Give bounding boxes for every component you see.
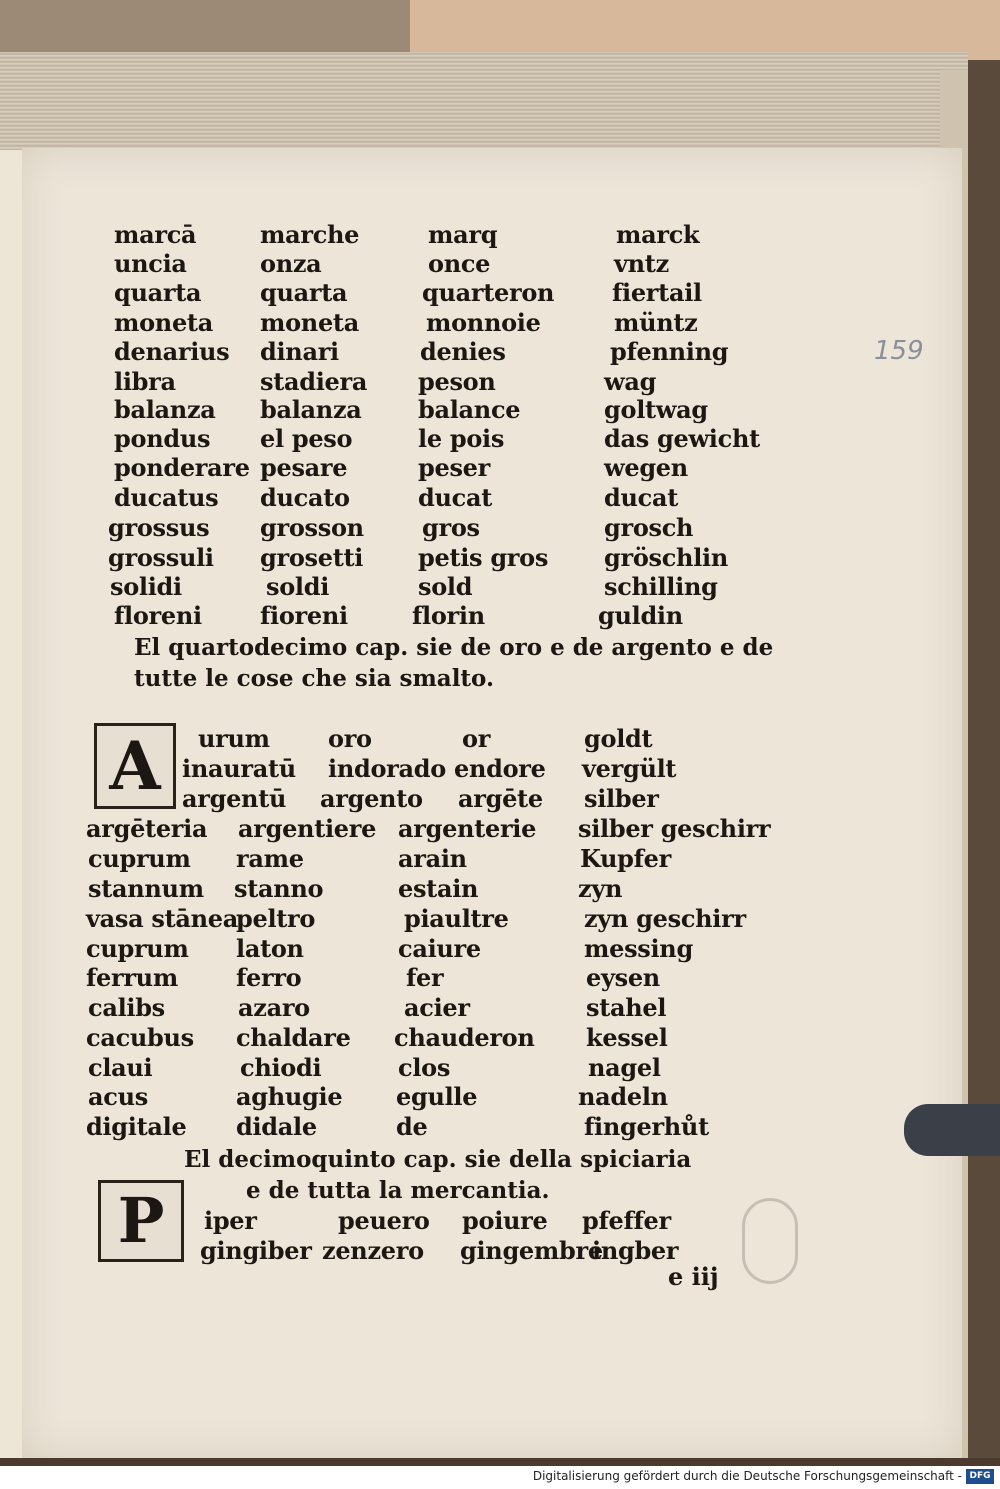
latin-term: digitale (86, 1112, 187, 1141)
table-row (22, 754, 962, 784)
french-term: caiure (398, 934, 481, 963)
table-row (22, 395, 962, 425)
french-term: peson (418, 367, 496, 396)
german-term: stahel (586, 993, 667, 1022)
french-term: balance (418, 395, 521, 424)
italian-term: argento (320, 784, 423, 813)
french-term: poiure (462, 1206, 548, 1235)
table-row (22, 1236, 962, 1266)
german-term: das gewicht (604, 424, 760, 453)
latin-term: denarius (114, 337, 230, 366)
french-term: denies (420, 337, 506, 366)
table-row (22, 874, 962, 904)
latin-term: argēteria (86, 814, 208, 843)
latin-term: ferrum (86, 963, 178, 992)
german-term: wag (604, 367, 657, 396)
table-row (22, 513, 962, 543)
latin-term: claui (88, 1053, 153, 1082)
french-term: gingembre (460, 1236, 603, 1265)
table-row (22, 278, 962, 308)
german-term: wegen (604, 453, 688, 482)
latin-term: gingiber (200, 1236, 312, 1265)
german-term: müntz (614, 308, 698, 337)
latin-term: acus (88, 1082, 148, 1111)
dfg-logo: DFG (966, 1469, 994, 1484)
table-row (22, 904, 962, 934)
footer-bar (0, 1466, 1000, 1489)
french-term: once (428, 249, 491, 278)
table-row (22, 814, 962, 844)
funding-credit: Digitalisierung gefördert durch die Deutsche Forschungsgemeinschaft - (532, 1469, 962, 1483)
german-term: messing (584, 934, 693, 963)
german-term: pfeffer (582, 1206, 671, 1235)
italian-term: indorado (328, 754, 446, 783)
german-term: goldt (584, 724, 653, 753)
book-page (22, 148, 962, 1458)
gutter (0, 150, 22, 1466)
french-term: egulle (396, 1082, 478, 1111)
german-term: fingerhůt (584, 1112, 709, 1141)
latin-term: uncia (114, 249, 187, 278)
decorated-initial: A (94, 723, 176, 809)
table-row (22, 993, 962, 1023)
german-term: grosch (604, 513, 694, 542)
table-row (22, 844, 962, 874)
latin-term: solidi (110, 572, 182, 601)
italian-term: zenzero (322, 1236, 424, 1265)
italian-term: quarta (260, 278, 348, 307)
latin-term: pondus (114, 424, 211, 453)
pastedown-paper (410, 0, 1000, 60)
table-row (22, 1023, 962, 1053)
latin-term: ducatus (114, 483, 219, 512)
italian-term: peltro (236, 904, 316, 933)
german-term: vergült (582, 754, 677, 783)
german-term: goltwag (604, 395, 708, 424)
table-row (22, 543, 962, 573)
latin-term: cuprum (86, 934, 189, 963)
latin-term: quarta (114, 278, 202, 307)
italian-term: rame (236, 844, 304, 873)
german-term: vntz (614, 249, 669, 278)
italian-term: stanno (234, 874, 324, 903)
latin-term: cacubus (86, 1023, 194, 1052)
french-term: gros (422, 513, 480, 542)
chapter-heading-line: tutte le cose che sia smalto. (134, 665, 495, 692)
latin-term: ponderare (114, 453, 250, 482)
table-row (22, 1112, 962, 1142)
german-term: ingber (592, 1236, 679, 1265)
latin-term: stannum (88, 874, 204, 903)
latin-term: iper (204, 1206, 257, 1235)
latin-term: cuprum (88, 844, 191, 873)
italian-term: argentiere (238, 814, 377, 843)
german-term: silber geschirr (578, 814, 771, 843)
chapter-heading-line: El decimoquinto cap. sie della spiciaria (184, 1146, 692, 1173)
chapter-heading-line: e de tutta la mercantia. (246, 1177, 550, 1204)
german-term: nagel (588, 1053, 661, 1082)
french-term: le pois (418, 424, 505, 453)
table-row (22, 934, 962, 964)
latin-term: floreni (114, 601, 202, 630)
french-term: petis gros (418, 543, 549, 572)
cover-board (0, 0, 410, 52)
decorated-initial: P (98, 1180, 184, 1262)
italian-term: laton (236, 934, 304, 963)
table-row (22, 784, 962, 814)
italian-term: marche (260, 220, 360, 249)
french-term: clos (398, 1053, 451, 1082)
italian-term: balanza (260, 395, 362, 424)
latin-term: grossuli (108, 543, 214, 572)
scan-bottom-edge (0, 1458, 1000, 1466)
german-term: fiertail (612, 278, 702, 307)
italian-term: onza (260, 249, 322, 278)
german-term: gröschlin (604, 543, 728, 572)
table-row (22, 483, 962, 513)
german-term: marck (616, 220, 700, 249)
german-term: ducat (604, 483, 678, 512)
german-term: nadeln (578, 1082, 668, 1111)
french-term: fer (406, 963, 444, 992)
table-row (22, 453, 962, 483)
italian-term: didale (236, 1112, 317, 1141)
italian-term: stadiera (260, 367, 368, 396)
italian-term: grosetti (260, 543, 364, 572)
page-edges (0, 52, 968, 152)
german-term: zyn (578, 874, 623, 903)
german-term: eysen (586, 963, 660, 992)
latin-term: argentū (182, 784, 287, 813)
italian-term: ducato (260, 483, 350, 512)
italian-term: fioreni (260, 601, 348, 630)
table-row (22, 337, 962, 367)
german-term: Kupfer (580, 844, 672, 873)
french-term: acier (404, 993, 470, 1022)
latin-term: marcā (114, 220, 197, 249)
latin-term: grossus (108, 513, 210, 542)
table-row (22, 424, 962, 454)
latin-term: calibs (88, 993, 165, 1022)
table-row (22, 1053, 962, 1083)
french-term: argenterie (398, 814, 537, 843)
table-row (22, 601, 962, 631)
table-row (22, 572, 962, 602)
french-term: or (462, 724, 491, 753)
table-row (22, 367, 962, 397)
italian-term: chiodi (240, 1053, 322, 1082)
french-term: florin (412, 601, 485, 630)
french-term: ducat (418, 483, 492, 512)
italian-term: grosson (260, 513, 364, 542)
german-term: guldin (598, 601, 683, 630)
table-row (22, 1082, 962, 1112)
table-row (22, 724, 962, 754)
italian-term: soldi (266, 572, 330, 601)
german-term: schilling (604, 572, 718, 601)
italian-term: dinari (260, 337, 339, 366)
italian-term: el peso (260, 424, 353, 453)
italian-term: aghugie (236, 1082, 343, 1111)
latin-term: balanza (114, 395, 216, 424)
table-row (22, 249, 962, 279)
table-row (22, 220, 962, 250)
latin-term: inauratū (182, 754, 296, 783)
italian-term: ferro (236, 963, 302, 992)
french-term: argēte (458, 784, 543, 813)
page-clip (904, 1104, 1000, 1156)
french-term: endore (454, 754, 546, 783)
latin-term: libra (114, 367, 176, 396)
latin-term: urum (198, 724, 270, 753)
german-term: zyn geschirr (584, 904, 746, 933)
signature-mark: e iij (668, 1262, 719, 1291)
table-row (22, 308, 962, 338)
french-term: arain (398, 844, 467, 873)
french-term: monnoie (426, 308, 541, 337)
latin-term: vasa stānea (86, 904, 239, 933)
folio-number: 159 (874, 336, 924, 366)
french-term: piaultre (404, 904, 509, 933)
chapter-heading-line: El quartodecimo cap. sie de oro e de argento e de (134, 634, 774, 661)
italian-term: moneta (260, 308, 359, 337)
italian-term: oro (328, 724, 372, 753)
german-term: kessel (586, 1023, 668, 1052)
italian-term: peuero (338, 1206, 430, 1235)
german-term: silber (584, 784, 659, 813)
german-term: pfenning (610, 337, 729, 366)
french-term: peser (418, 453, 490, 482)
italian-term: azaro (238, 993, 310, 1022)
french-term: estain (398, 874, 479, 903)
french-term: chauderon (394, 1023, 535, 1052)
italian-term: pesare (260, 453, 348, 482)
show-through-mark (742, 1198, 798, 1284)
french-term: sold (418, 572, 473, 601)
french-term: marq (428, 220, 498, 249)
italian-term: chaldare (236, 1023, 351, 1052)
french-term: quarteron (422, 278, 555, 307)
table-row (22, 1206, 962, 1236)
table-row (22, 963, 962, 993)
latin-term: moneta (114, 308, 213, 337)
french-term: de (396, 1112, 428, 1141)
